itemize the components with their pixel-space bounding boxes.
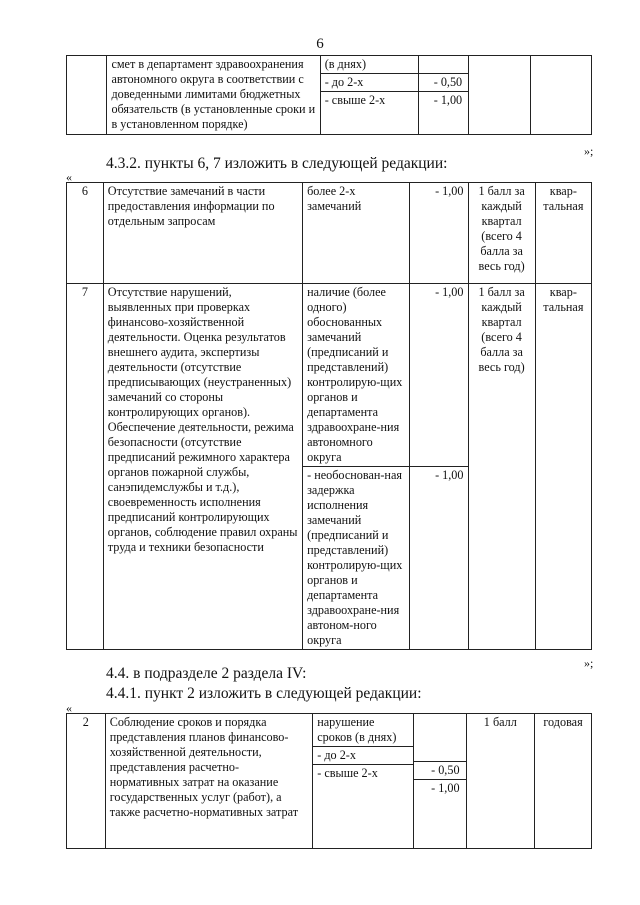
heading-4-4-1: 4.4.1. пункт 2 изложить в следующей редакции:	[106, 685, 422, 702]
period-cell: квар-тальная	[535, 183, 591, 284]
criterion-cell: Соблюдение сроков и порядка представления планов финансово-хозяйственной деятельности, представления расчетно-нормативных затрат на оказание государственных услуг (работ), а также расчетно-нормативных затрат	[105, 714, 313, 849]
closing-quote: »;	[584, 656, 594, 670]
period-cell: квар-тальная	[535, 284, 591, 650]
table-row	[67, 284, 592, 467]
condition-cell: - необоснован-ная задержка исполнения замечаний (предписаний и представлений) контролирую-щих органов и департамента здравоохране-ния автоном-ного округа	[303, 467, 410, 650]
value-cell: - 1,00	[410, 284, 468, 467]
condition-item: - свыше 2-х	[317, 766, 378, 780]
condition-cell	[320, 56, 418, 135]
condition-cell: наличие (более одного) обоснованных замечаний (предписаний и представлений) контролирую-щих органов и департамента здравоохране-ния автономного округа	[303, 284, 410, 467]
value-item: - 1,00	[433, 93, 463, 107]
condition-cell: более 2-х замечаний	[303, 183, 410, 284]
value-cell: - 1,00	[410, 467, 468, 650]
criterion-cell: смет в департамент здравоохранения автономного округа в соответствии с доведенными лимитами бюджетных обязательств (в установленные сроки и в установленном порядке)	[107, 56, 320, 135]
opening-quote: «	[66, 170, 72, 184]
condition-header: нарушение сроков (в днях)	[313, 714, 413, 747]
score-cell: 1 балл за каждый квартал (всего 4 балла за весь год)	[468, 183, 535, 284]
value-item: - 0,50	[419, 74, 468, 92]
table-points-6-7	[66, 182, 592, 650]
row-number: 2	[67, 714, 106, 849]
value-cell	[413, 714, 466, 849]
row-number: 7	[67, 284, 104, 650]
score-cell: 1 балл за каждый квартал (всего 4 балла за весь год)	[468, 284, 535, 650]
table-continuation	[66, 55, 592, 135]
value-item: - 0,50	[414, 762, 466, 780]
score-cell: 1 балл	[466, 714, 535, 849]
heading-4-3-2: 4.3.2. пункты 6, 7 изложить в следующей редакции:	[106, 155, 448, 172]
criterion-cell: Отсутствие нарушений, выявленных при проверках финансово-хозяйственной деятельности. Оценка результатов внешнего аудита, экспертизы деятельности (отсутствие предписывающих (неустраненных) замечаний со стороны контролирующих органов). Обеспечение деятельности, режима безопасности (отсутствие предписаний режимного характера органов пожарной службы, санэпидемслужбы и т.д.), своевременность исполнения предписаний контролирующих органов, соблюдение правил охраны труда и техники безопасности	[103, 284, 302, 650]
heading-4-4: 4.4. в подразделе 2 раздела IV:	[106, 665, 307, 682]
condition-cell	[313, 714, 414, 849]
condition-item: - свыше 2-х	[324, 93, 386, 107]
value-cell: - 1,00	[410, 183, 468, 284]
period-cell: годовая	[535, 714, 592, 849]
table-point-2	[66, 713, 592, 849]
condition-item: - до 2-х	[321, 74, 418, 92]
page-number: 6	[316, 36, 324, 52]
table-row	[67, 714, 592, 849]
condition-item: - до 2-х	[313, 747, 413, 765]
closing-quote: »;	[584, 144, 594, 158]
table-row	[67, 183, 592, 284]
condition-header: (в днях)	[321, 56, 418, 74]
opening-quote: «	[66, 701, 72, 715]
value-cell	[418, 56, 468, 135]
value-item: - 1,00	[431, 781, 460, 795]
criterion-cell: Отсутствие замечаний в части предоставления информации по отдельным запросам	[103, 183, 302, 284]
row-number: 6	[67, 183, 104, 284]
